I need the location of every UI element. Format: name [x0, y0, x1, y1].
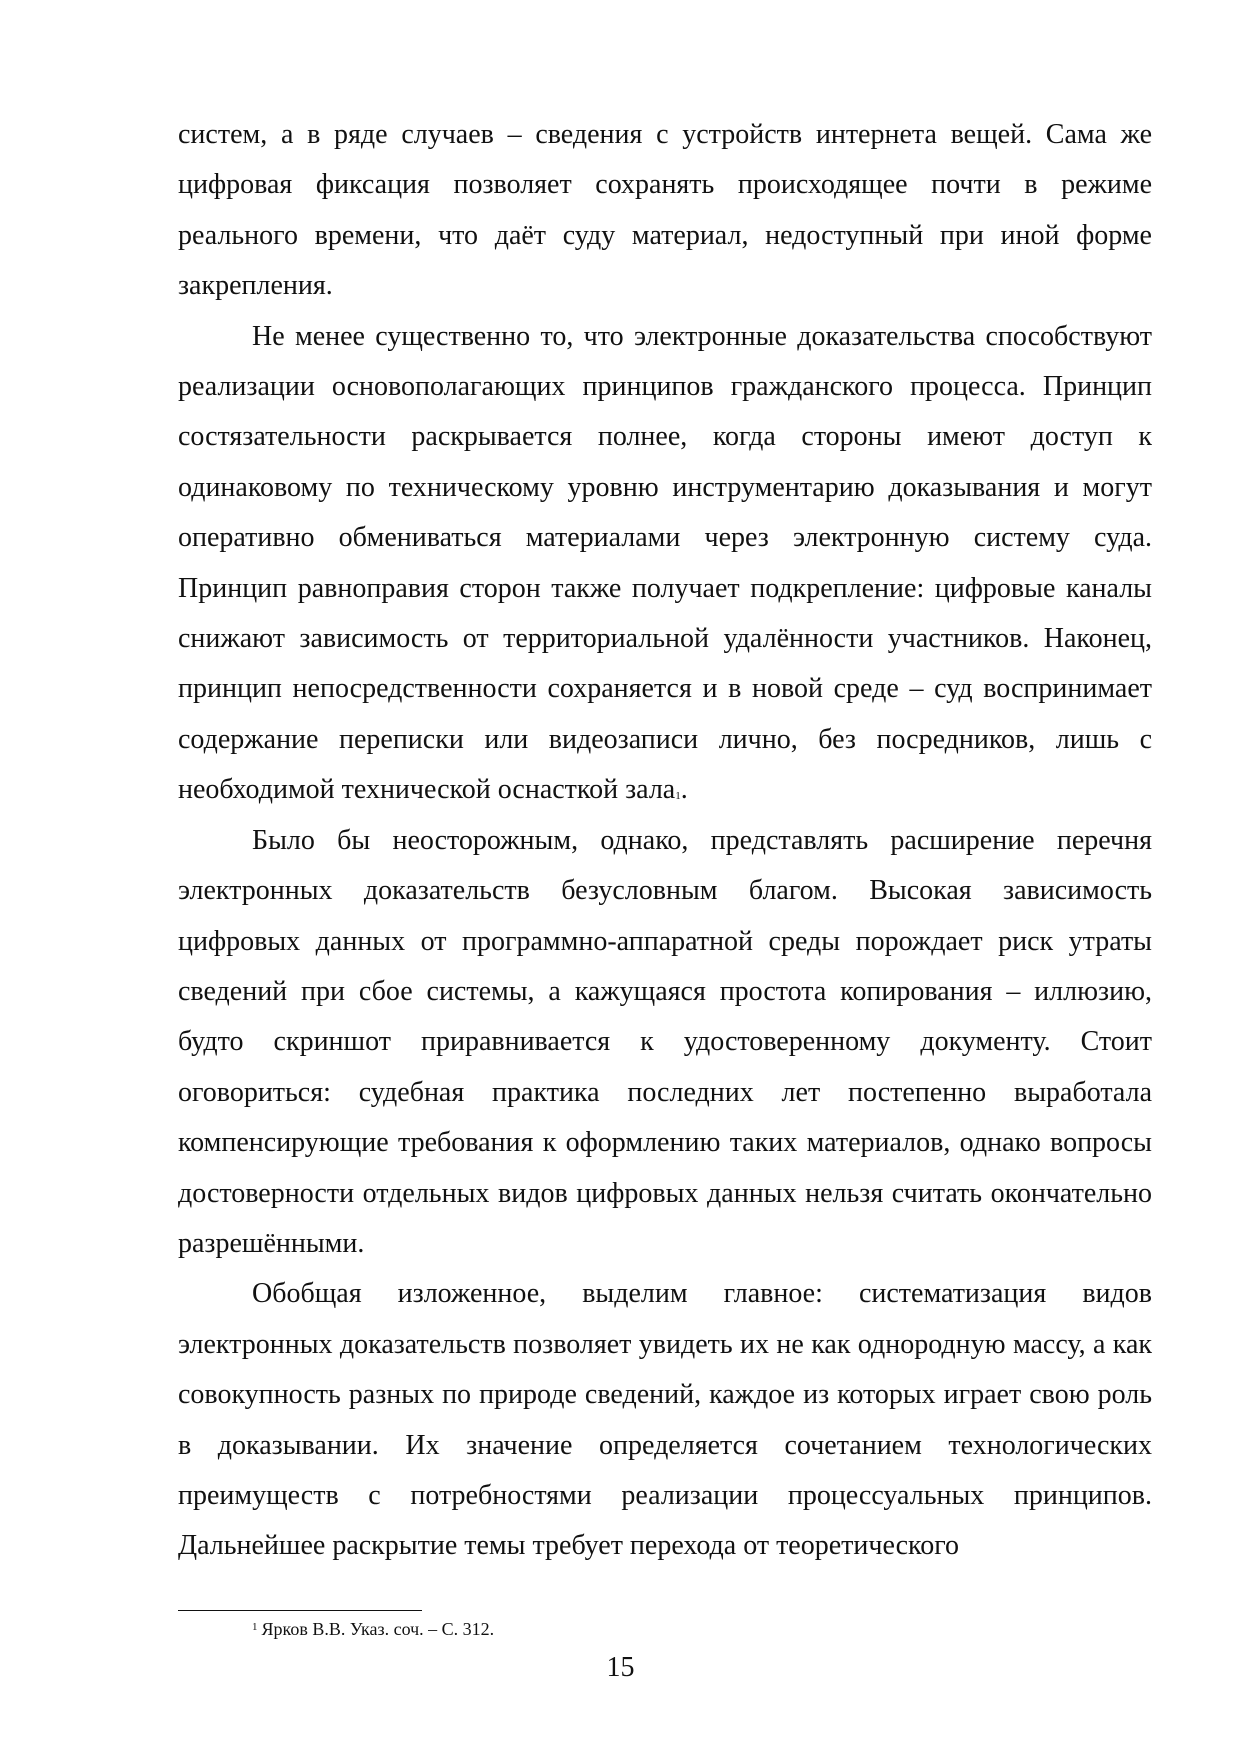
footnote-separator: [178, 1610, 422, 1611]
footnote-reference: 1: [675, 790, 681, 803]
paragraph-1: [178, 110, 1152, 312]
paragraph-2-tail: .: [680, 774, 688, 806]
body-text: [178, 110, 1152, 1572]
paragraph-4-text: Обобщая изложенное, выделим главное: систематизация видов электронных доказательств позволяет увидеть их не как однородную массу, а как совокупность разных по природе сведений, каждое из которых играет свою роль в доказывании. Их значение определяется сочетанием технологических преимуществ с потребностями реализации процессуальных принципов. Дальнейшее раскрытие темы требует перехода от теоретического: [178, 1278, 1152, 1562]
paragraph-3-text: Было бы неосторожным, однако, представлять расширение перечня электронных доказательств безусловным благом. Высокая зависимость цифровых данных от программно-аппаратной среды порождает риск утраты сведений при сбое системы, а кажущаяся простота копирования – иллюзию, будто скриншот приравнивается к удостоверенному документу. Стоит оговориться: судебная практика последних лет постепенно выработала компенсирующие требования к оформлению таких материалов, однако вопросы достоверности отдельных видов цифровых данных нельзя считать окончательно разрешёнными.: [178, 824, 1152, 1259]
page-number: 15: [606, 1652, 635, 1683]
footnote: [252, 1617, 494, 1641]
paragraph-4: [178, 1269, 1152, 1571]
paragraph-2: [178, 312, 1152, 816]
footnote-text: Ярков В.В. Указ. соч. – С. 312.: [261, 1619, 495, 1639]
paragraph-2-text: Не менее существенно то, что электронные доказательства способствуют реализации основополагающих принципов гражданского процесса. Принцип состязательности раскрывается полнее, когда стороны имеют доступ к одинаковому по техническому уровню инструментарию доказывания и могут оперативно обмениваться материалами через электронную систему суда. Принцип равноправия сторон также получает подкрепление: цифровые каналы снижают зависимость от территориальной удалённости участников. Наконец, принцип непосредственности сохраняется и в новой среде – суд воспринимает содержание переписки или видеозаписи лично, без посредников, лишь с необходимой технической оснасткой зала: [178, 320, 1152, 806]
paragraph-1-text: систем, а в ряде случаев – сведения с устройств интернета вещей. Сама же цифровая фиксация позволяет сохранять происходящее почти в режиме реального времени, что даёт суду материал, недоступный при иной форме закрепления.: [178, 119, 1152, 302]
footnote-marker: 1: [252, 1621, 258, 1633]
paragraph-3: [178, 816, 1152, 1270]
